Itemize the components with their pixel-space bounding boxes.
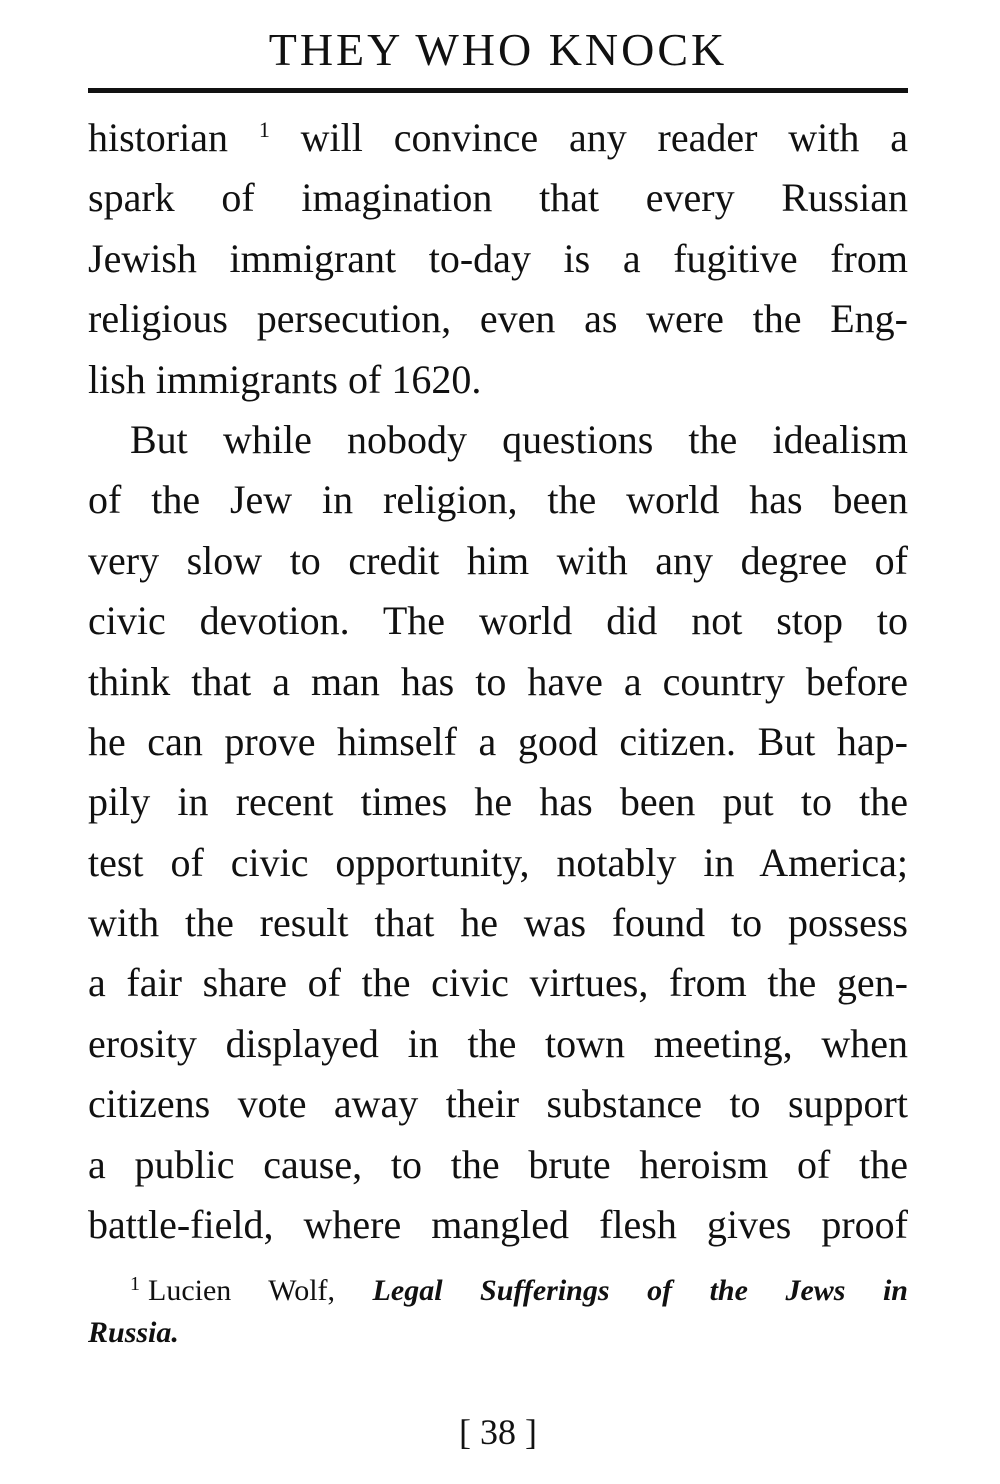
footnote-title: Russia. bbox=[88, 1316, 179, 1349]
text-line bbox=[88, 108, 908, 168]
text-line: of the Jew in religion, the world has been bbox=[88, 477, 908, 523]
footnote-marker: 1 bbox=[130, 1273, 140, 1295]
text-line: with the result that he was found to possess bbox=[88, 900, 908, 946]
text-line: citizens vote away their substance to support bbox=[88, 1081, 908, 1127]
text-line: spark of imagination that every Russian bbox=[88, 175, 908, 221]
text-line: Jewish immigrant to-day is a fugitive from bbox=[88, 235, 908, 281]
text-line: civic devotion. The world did not stop to bbox=[88, 598, 908, 644]
body-text bbox=[88, 108, 908, 1255]
running-head: THEY WHO KNOCK bbox=[268, 24, 728, 75]
text-line: But while nobody questions the idealism bbox=[130, 416, 908, 462]
text-line: test of civic opportunity, notably in America; bbox=[88, 839, 908, 885]
text-line: lish immigrants of 1620. bbox=[88, 356, 482, 402]
footnote-author: Lucien Wolf, bbox=[148, 1274, 336, 1307]
footnote-line bbox=[88, 1270, 908, 1312]
book-page bbox=[88, 0, 908, 1484]
text-line: a public cause, to the brute heroism of the bbox=[88, 1141, 908, 1187]
footnote-title: Legal Sufferings of the Jews in bbox=[372, 1274, 908, 1307]
text-line: battle-field, where mangled flesh gives proof bbox=[88, 1202, 908, 1248]
header-rule bbox=[88, 88, 908, 93]
text-fragment: historian bbox=[88, 115, 228, 160]
text-line: pily in recent times he has been put to the bbox=[88, 779, 908, 825]
text-line: religious persecution, even as were the Eng- bbox=[88, 296, 908, 342]
page-number: [ 38 ] bbox=[459, 1412, 537, 1452]
footnote bbox=[88, 1270, 908, 1354]
text-line: a fair share of the civic virtues, from the gen- bbox=[88, 960, 908, 1006]
text-line: erosity displayed in the town meeting, when bbox=[88, 1020, 908, 1066]
text-fragment: will convince any reader with a bbox=[300, 115, 909, 160]
text-line: very slow to credit him with any degree of bbox=[88, 537, 908, 583]
text-line: think that a man has to have a country before bbox=[88, 658, 908, 704]
footnote-line bbox=[88, 1312, 908, 1354]
footnote-reference: 1 bbox=[258, 117, 270, 142]
text-line: he can prove himself a good citizen. But hap- bbox=[88, 718, 908, 764]
